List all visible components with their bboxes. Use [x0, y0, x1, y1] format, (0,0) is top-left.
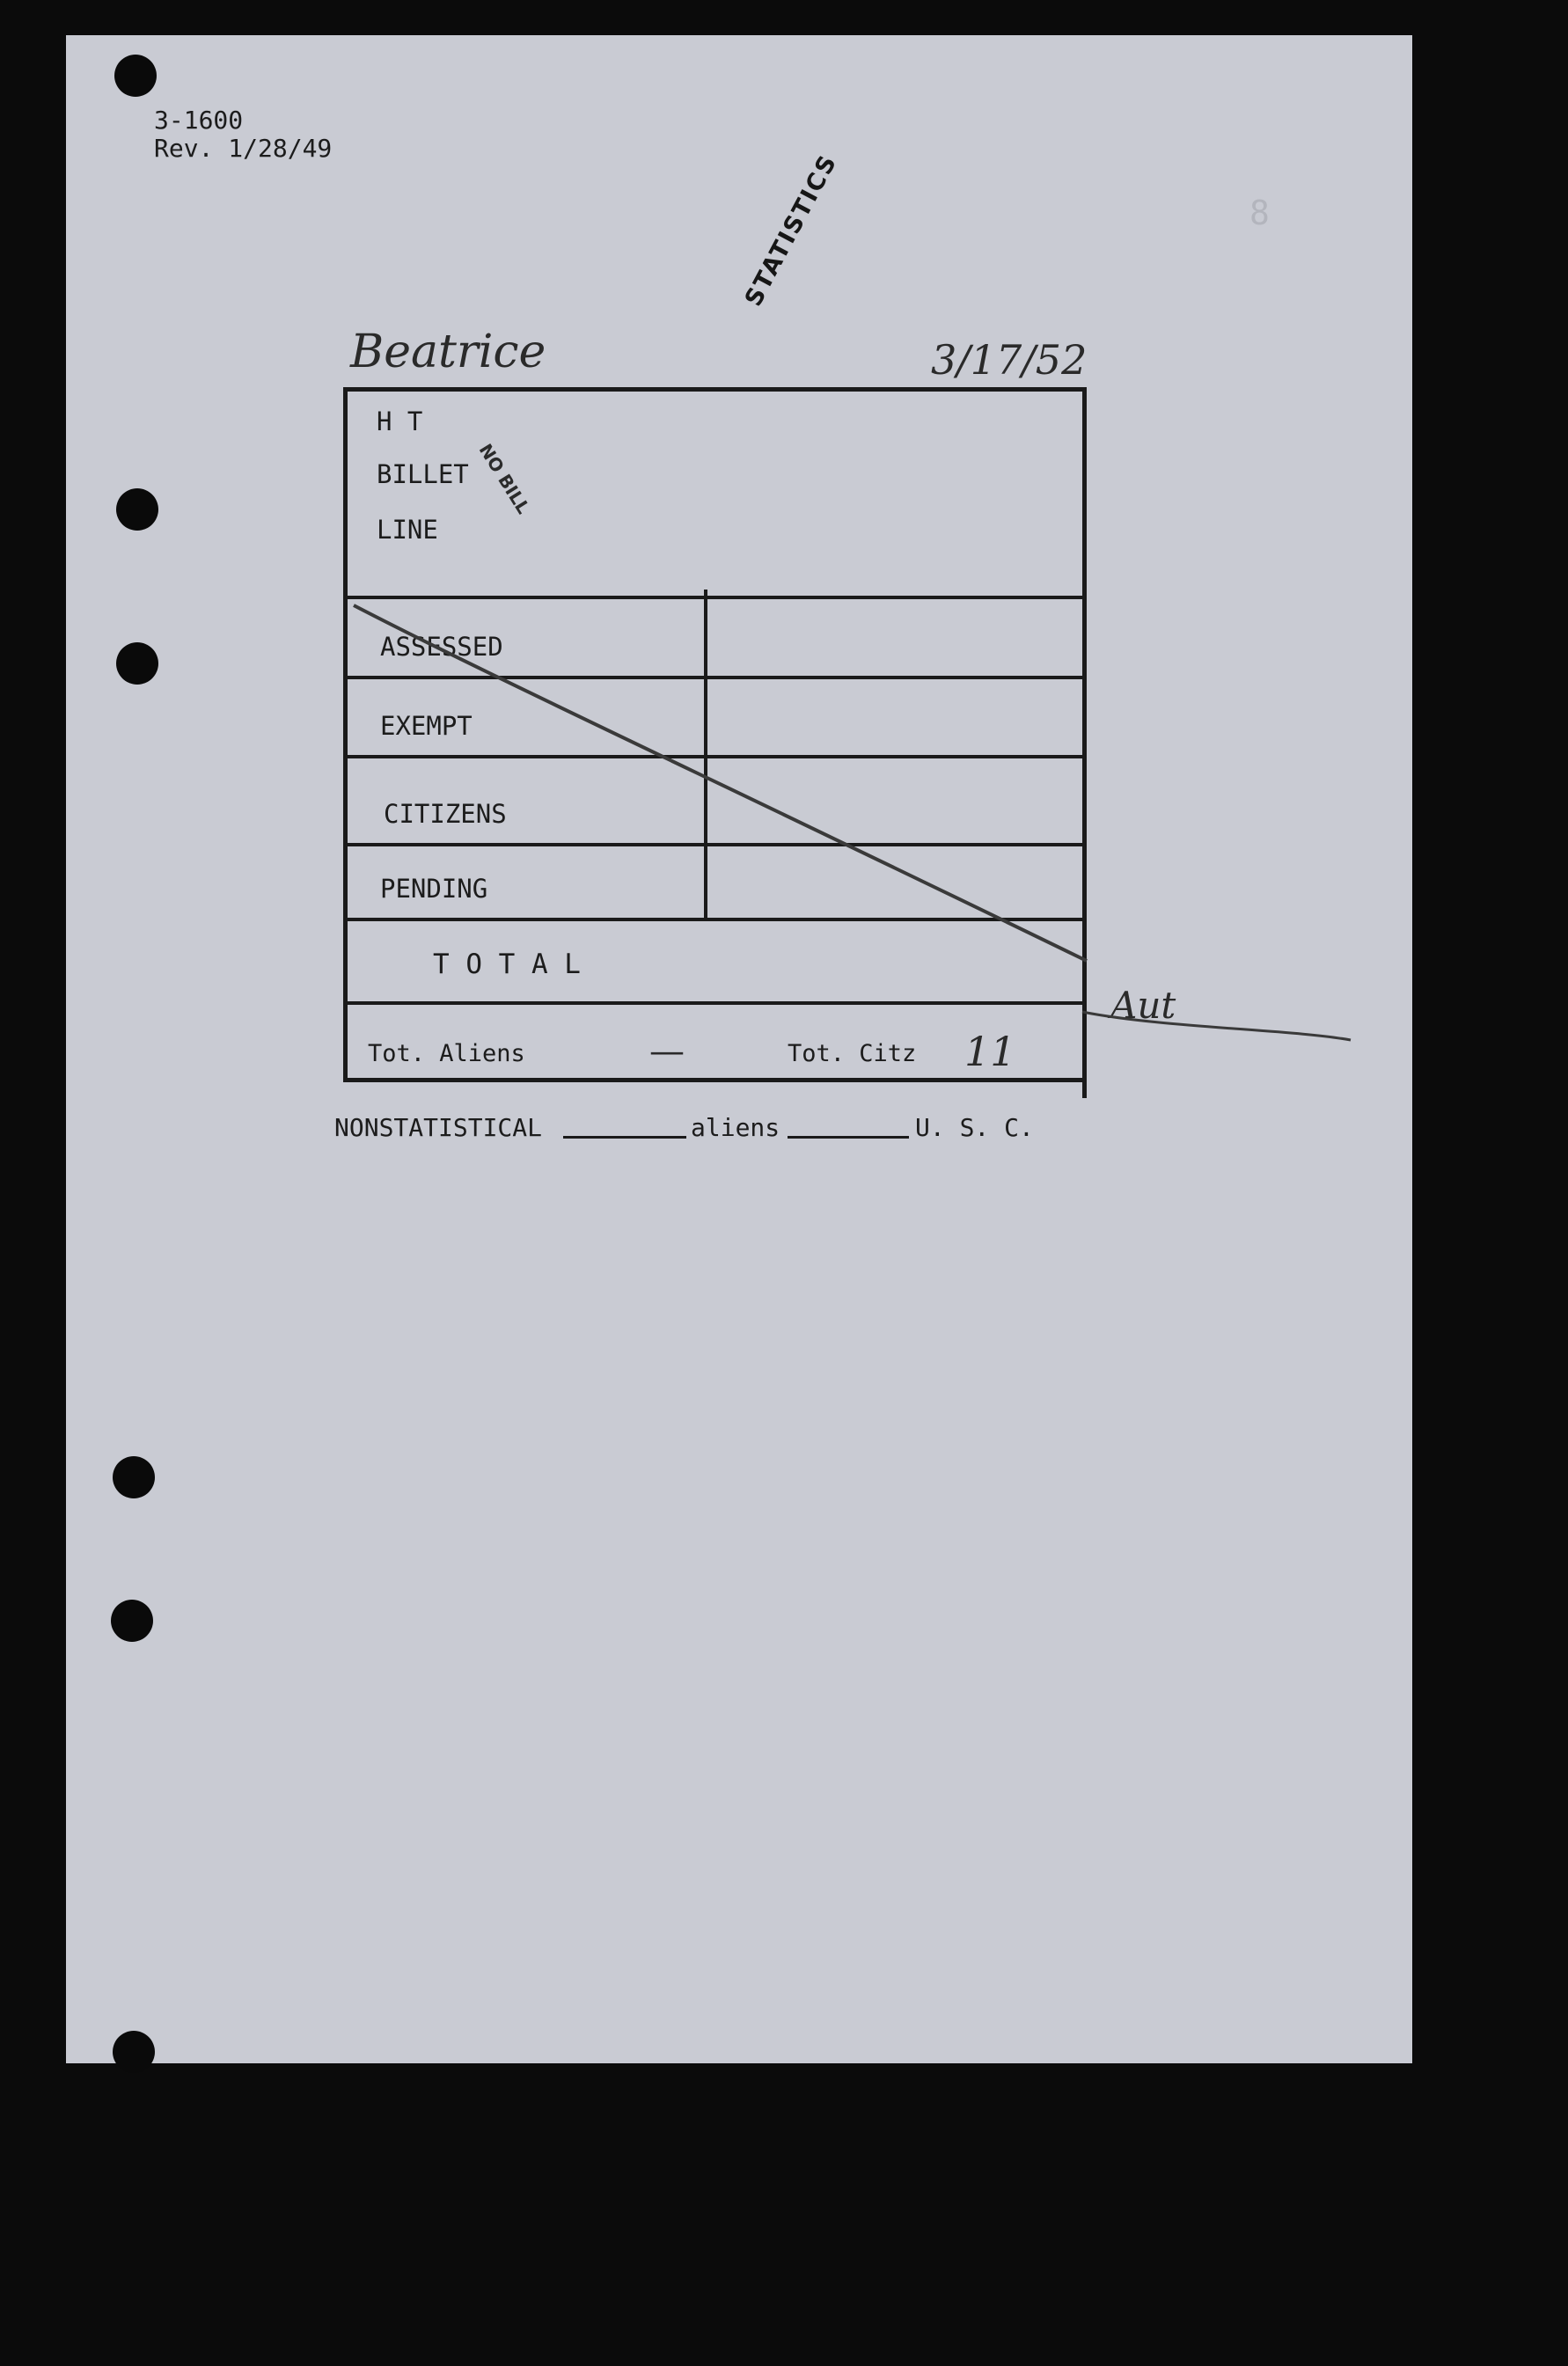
citizens-label: CITIZENS	[384, 799, 507, 829]
tot-citz-label: Tot. Citz	[788, 1040, 917, 1067]
tot-aliens-value: —	[649, 1031, 685, 1072]
table-border-bottom	[343, 1078, 1087, 1082]
exempt-label: EXEMPT	[380, 711, 473, 741]
aliens-blank	[788, 1136, 909, 1139]
table-border-left	[343, 387, 348, 1082]
punch-hole-icon	[113, 2031, 155, 2073]
table-rule	[343, 755, 1087, 758]
table-column-divider	[704, 590, 707, 921]
no-bill-stamp: NO BILL	[474, 440, 535, 518]
nonstatistical-blank	[563, 1136, 686, 1139]
tot-aliens-label: Tot. Aliens	[368, 1040, 525, 1067]
table-rule	[343, 843, 1087, 846]
table-border-top	[343, 387, 1087, 392]
form-revision: Rev. 1/28/49	[154, 134, 333, 163]
svg-text:STATISTICS: STATISTICS	[739, 150, 843, 311]
ht-label: H T	[377, 407, 423, 436]
pending-label: PENDING	[380, 874, 488, 904]
handwritten-initials: Aut	[1110, 984, 1176, 1027]
punch-hole-icon	[111, 1600, 153, 1642]
nonstatistical-label: NONSTATISTICAL	[334, 1113, 543, 1142]
aliens-label: aliens	[691, 1113, 780, 1142]
handwritten-date: 3/17/52	[931, 336, 1088, 384]
page-number: 8	[1249, 194, 1270, 232]
billet-label: BILLET	[377, 459, 469, 489]
table-rule	[343, 596, 1087, 599]
punch-hole-icon	[113, 1456, 155, 1498]
tot-citz-value: 11	[964, 1028, 1016, 1075]
table-border-right	[1082, 387, 1087, 1098]
line-label: LINE	[377, 515, 438, 545]
handwritten-name: Beatrice	[350, 326, 546, 378]
form-number: 3-1600	[154, 106, 244, 135]
punch-hole-icon	[116, 642, 158, 685]
punch-hole-icon	[116, 488, 158, 531]
table-rule	[343, 918, 1087, 921]
usc-label: U. S. C.	[915, 1113, 1034, 1142]
punch-hole-icon	[114, 55, 157, 97]
total-label: T O T A L	[433, 949, 581, 980]
assessed-label: ASSESSED	[380, 632, 503, 662]
table-rule	[343, 676, 1087, 679]
table-rule	[343, 1001, 1087, 1005]
